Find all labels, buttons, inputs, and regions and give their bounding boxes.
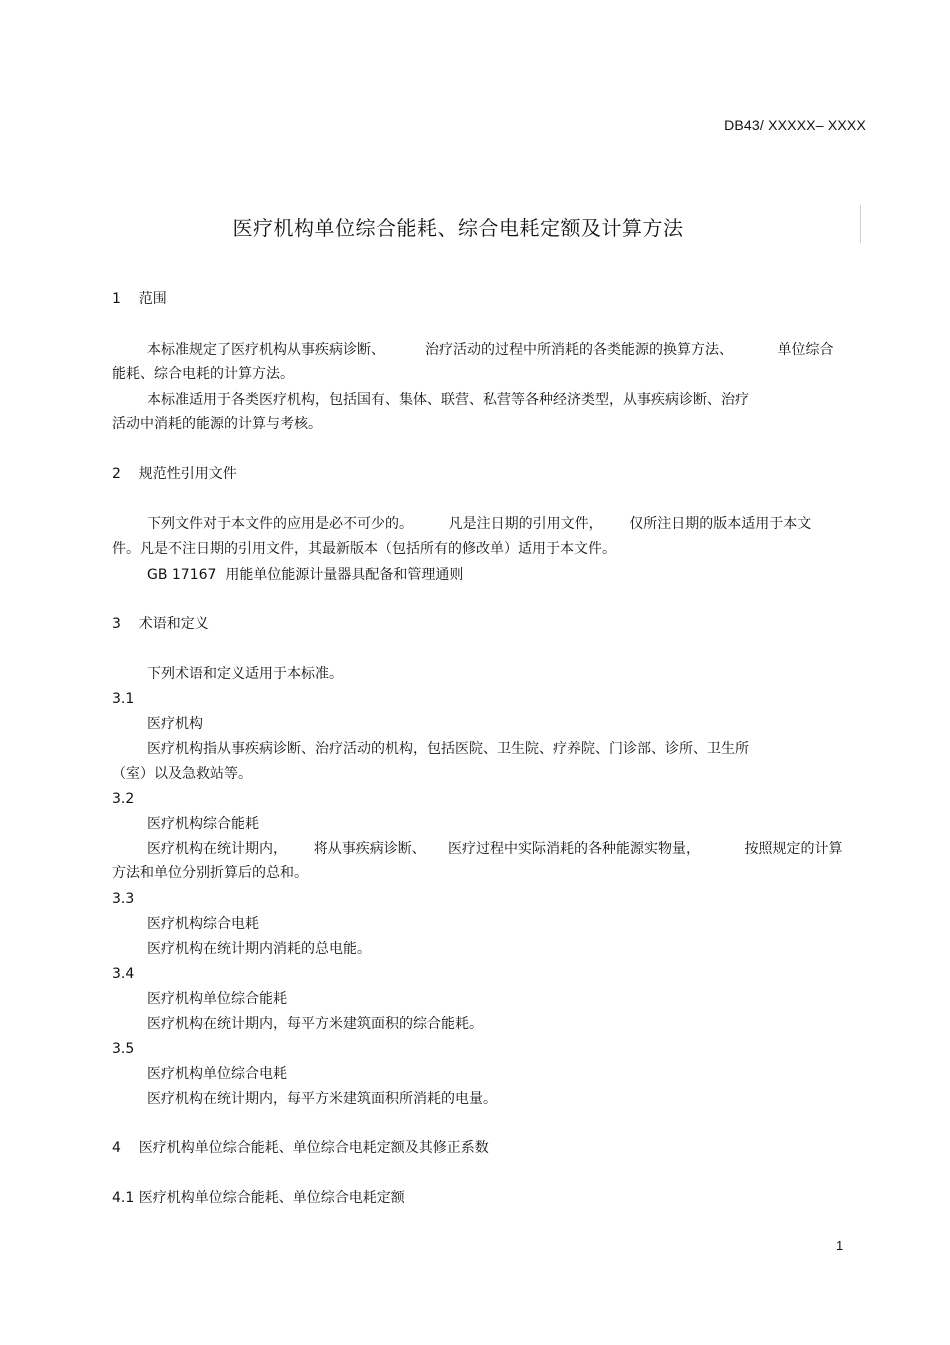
section-1-para-2-line-2: 活动中消耗的能源的计算与考核。 xyxy=(112,416,322,432)
section-4-1-heading: 4.1 医疗机构单位综合能耗、单位综合电耗定额 xyxy=(112,1190,405,1206)
section-1-para-1-line-2: 能耗、综合电耗的计算方法。 xyxy=(112,366,294,382)
normative-reference: GB 17167 用能单位能源计量器具配备和管理通则 xyxy=(147,567,464,583)
term-name: 医疗机构综合电耗 xyxy=(147,916,259,932)
term-name: 医疗机构 xyxy=(147,716,203,732)
section-1-heading: 1 范围 xyxy=(112,291,167,307)
term-number: 3.5 xyxy=(112,1041,135,1057)
term-definition-line-1: 医疗机构在统计期内消耗的总电能。 xyxy=(147,941,371,957)
section-3-intro: 下列术语和定义适用于本标准。 xyxy=(147,666,343,682)
term-name: 医疗机构单位综合电耗 xyxy=(147,1066,287,1082)
document-title: 医疗机构单位综合能耗、综合电耗定额及计算方法 xyxy=(232,216,684,240)
term-definition-line-1: 医疗机构在统计期内，每平方米建筑面积所消耗的电量。 xyxy=(147,1091,497,1107)
section-4-heading: 4 医疗机构单位综合能耗、单位综合电耗定额及其修正系数 xyxy=(112,1140,489,1156)
standard-code: DB43/ XXXXX– XXXX xyxy=(724,117,866,133)
section-1-para-1-line-1: 本标准规定了医疗机构从事疾病诊断、 治疗活动的过程中所消耗的各类能源的换算方法、 单位综合 xyxy=(147,342,834,358)
term-definition-line-2: （室）以及急救站等。 xyxy=(112,766,252,782)
term-name: 医疗机构单位综合能耗 xyxy=(147,991,287,1007)
section-2-heading: 2 规范性引用文件 xyxy=(112,466,237,482)
page-number: 1 xyxy=(836,1238,844,1253)
section-2-para-1-line-1: 下列文件对于本文件的应用是必不可少的。 凡是注日期的引用文件， 仅所注日期的版本适用于本文 xyxy=(147,516,812,532)
term-number: 3.2 xyxy=(112,791,135,807)
section-2-para-1-line-2: 件。凡是不注日期的引用文件，其最新版本（包括所有的修改单）适用于本文件。 xyxy=(112,541,616,557)
term-definition-line-2: 方法和单位分别折算后的总和。 xyxy=(112,865,308,881)
term-number: 3.3 xyxy=(112,891,135,907)
section-1-para-2-line-1: 本标准适用于各类医疗机构，包括国有、集体、联营、私营等各种经济类型，从事疾病诊断、治疗 xyxy=(147,392,749,408)
section-3-heading: 3 术语和定义 xyxy=(112,616,209,632)
term-number: 3.4 xyxy=(112,966,135,982)
term-number: 3.1 xyxy=(112,691,135,707)
term-definition-line-1: 医疗机构在统计期内， 将从事疾病诊断、 医疗过程中实际消耗的各种能源实物量， 按照规定的计算 xyxy=(147,841,843,857)
term-definition-line-1: 医疗机构指从事疾病诊断、治疗活动的机构，包括医院、卫生院、疗养院、门诊部、诊所、卫生所 xyxy=(147,741,749,757)
term-name: 医疗机构综合能耗 xyxy=(147,816,259,832)
term-definition-line-1: 医疗机构在统计期内，每平方米建筑面积的综合能耗。 xyxy=(147,1016,483,1032)
